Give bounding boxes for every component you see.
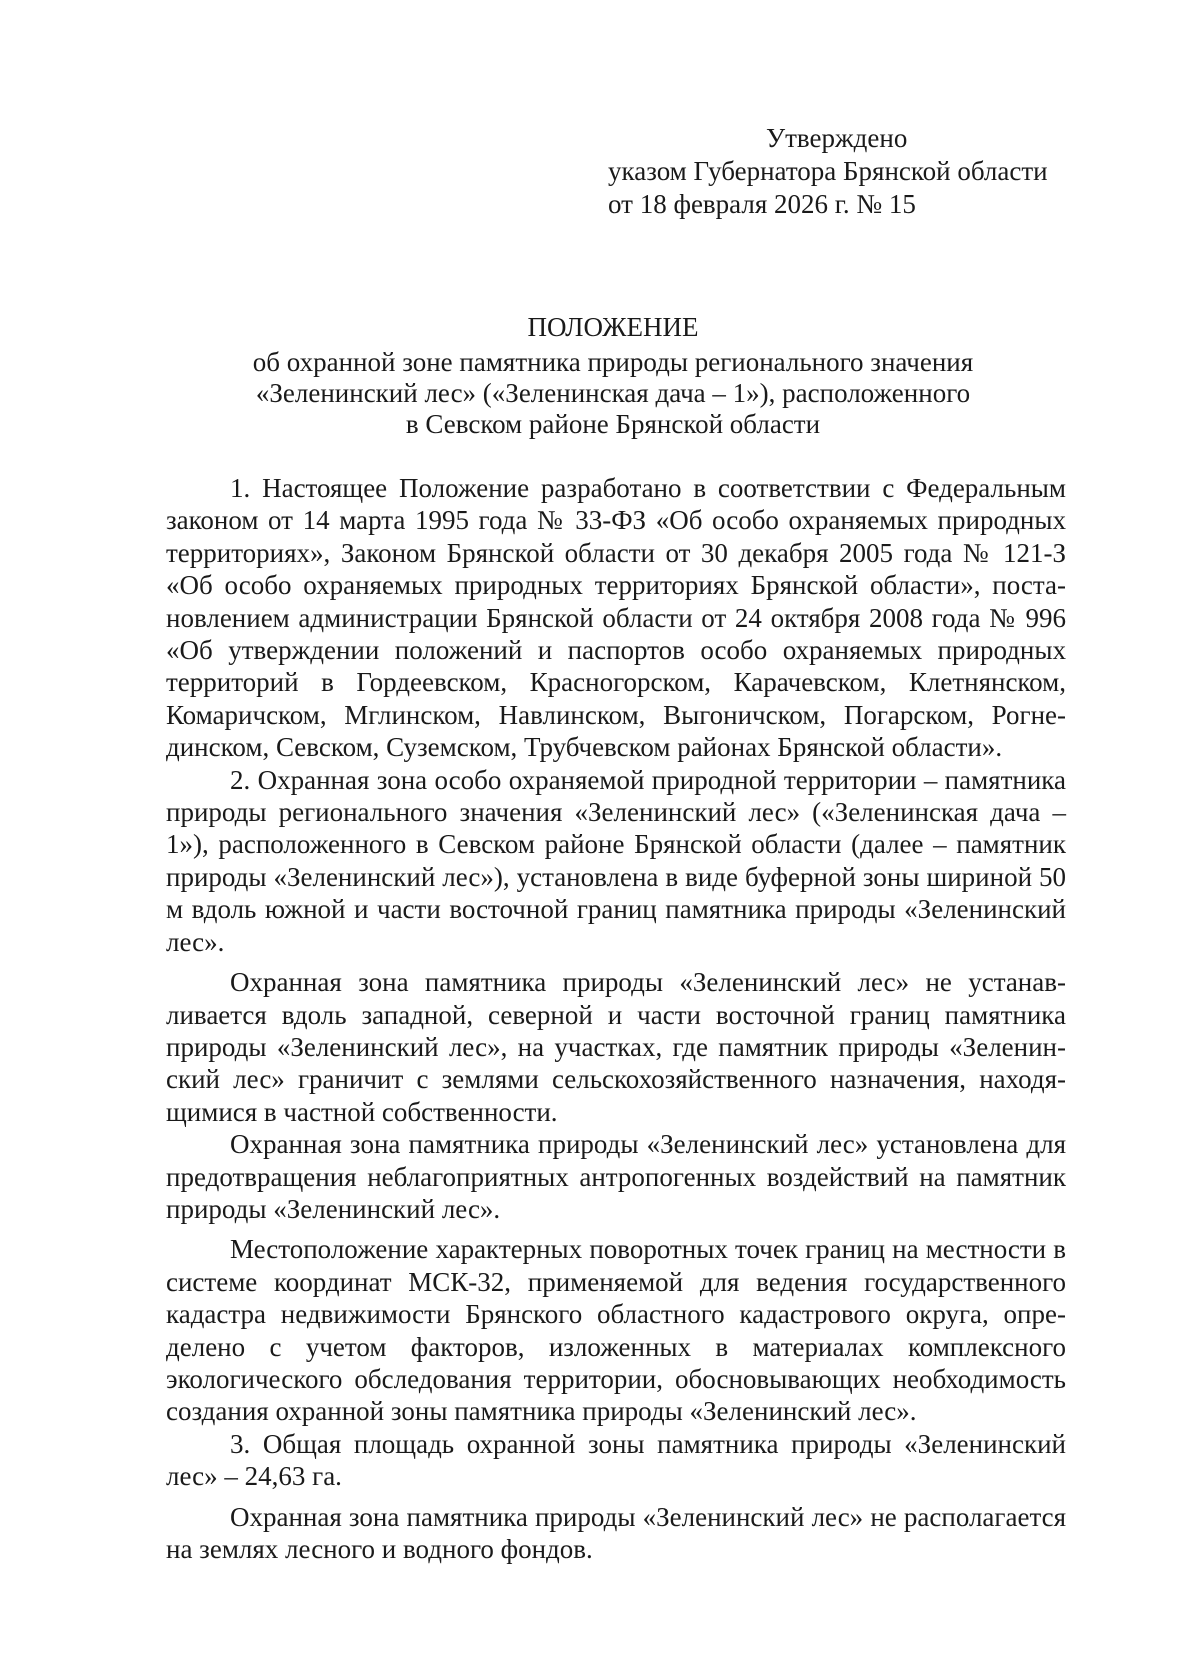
approval-stamp (608, 122, 1048, 221)
paragraph-4: Охранная зона памятника природы «Зеленинский лес» установлена для предотвращения неблагоприятных антропогенных воздействий на памятник природы «Зеленинский лес». (166, 1129, 1066, 1224)
approval-line-date: от 18 февраля 2026 г. № 15 (608, 189, 916, 219)
approval-line-approved: Утверждено (766, 123, 908, 153)
title-line-3: в Севском районе Брянской области (405, 409, 821, 439)
approval-line-decree: указом Губернатора Брянской области (608, 156, 1048, 186)
document-body (166, 472, 1066, 1565)
title-line-1: об охранной зоне памятника природы регионального значения (252, 347, 974, 377)
paragraph-3: Охранная зона памятника природы «Зеленинский лес» не устанавливается вдоль западной, северной и части восточной границ памятника природы «Зеленинский лес», на участках, где памятник природы «Зеленинский лес» граничит с землями сельскохозяйственного назначения, находящимися в частной собственности. (166, 967, 1066, 1127)
paragraph-7: Охранная зона памятника природы «Зеленинский лес» не располагается на землях лесного и водного фондов. (166, 1501, 1066, 1564)
paragraph-2: 2. Охранная зона особо охраняемой природной территории – памятника природы регионального значения «Зеленинский лес» («Зеленинская дача – 1»), расположенного в Севском районе Брянской области (далее – памятник природы «Зеленинский лес»), установлена в виде буферной зоны шириной 50 м вдоль южной и части восточной границ памятника природы «Зеленинский лес». (166, 764, 1066, 957)
document-title (160, 312, 1066, 440)
paragraph-1: 1. Настоящее Положение разработано в соответствии с Федеральным законом от 14 марта 1995 года № 33-ФЗ «Об особо охраняемых природных территориях», Законом Брянской области от 30 декабря 2005 года № 121-З «Об особо охраняемых природных территориях Брянской области», постановлением администрации Брянской области от 24 октября 2008 года № 996 «Об утверждении положений и паспортов особо охраняемых природных территорий в Гордеевском, Красногорском, Карачевском, Клетнянском, Комаричском, Мглинском, Навлинском, Выгоничском, Погарском, Рогнединском, Севском, Суземском, Трубчевском районах Брянской области». (166, 473, 1066, 763)
paragraph-5: Местоположение характерных поворотных точек границ на местности в системе координат МСК-32, применяемой для ведения государственного кадастра недвижимости Брянского областного кадастрового округа, определено с учетом факторов, изложенных в материалах комплексного экологического обследования территории, обосновывающих необходимость создания охранной зоны памятника природы «Зеленинский лес». (166, 1234, 1066, 1427)
paragraph-6: 3. Общая площадь охранной зоны памятника природы «Зеленинский лес» – 24,63 га. (166, 1428, 1066, 1492)
title-line-2: «Зеленинский лес» («Зеленинская дача – 1»), расположенного (255, 378, 971, 408)
title-heading: ПОЛОЖЕНИЕ (527, 312, 699, 342)
